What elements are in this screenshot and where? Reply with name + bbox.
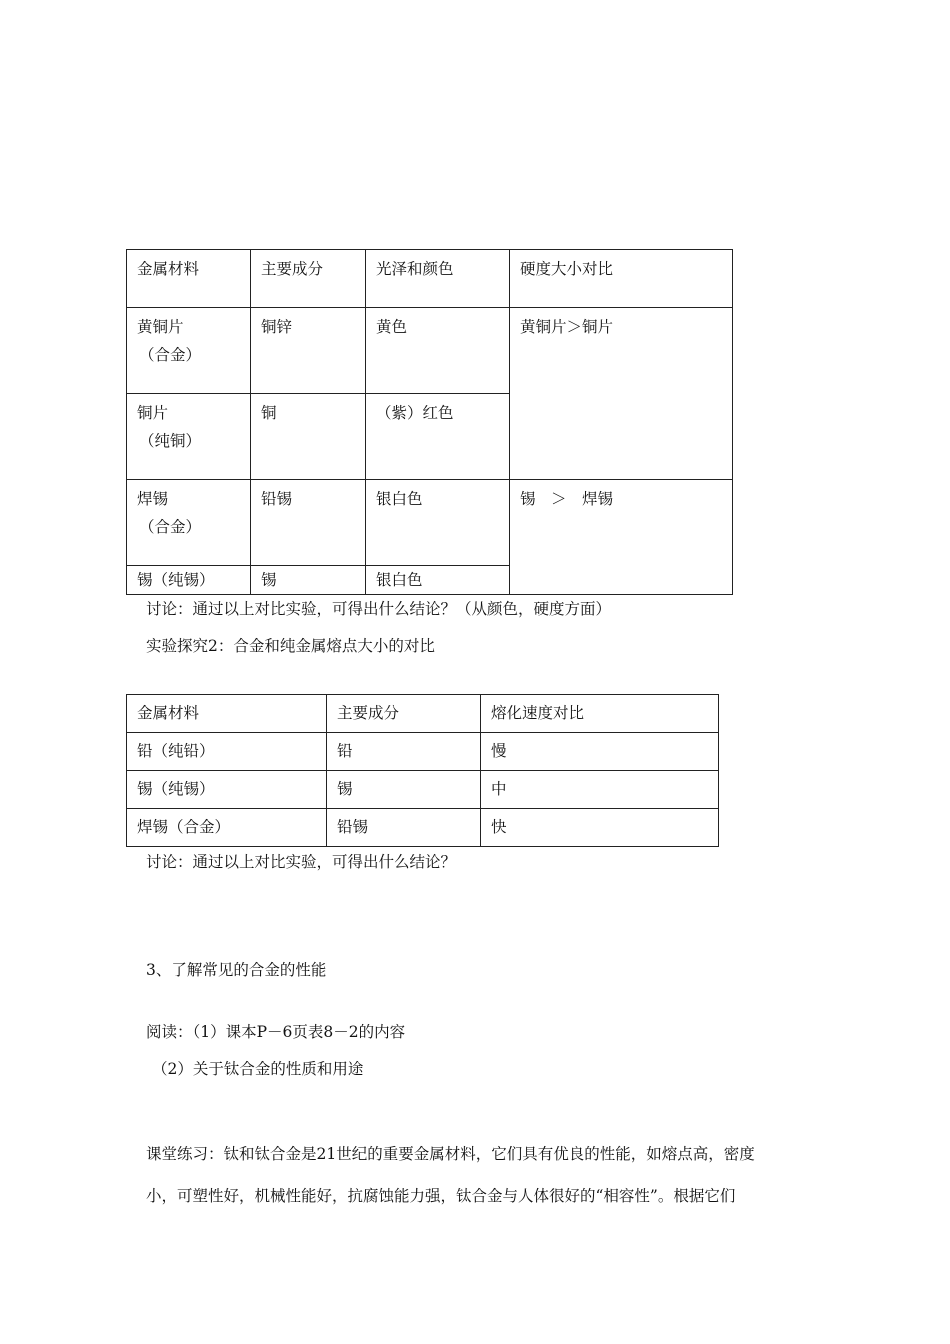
header-component: 主要成分 xyxy=(251,250,366,308)
header-melting-speed: 熔化速度对比 xyxy=(481,695,719,733)
cell-material: 锡（纯锡） xyxy=(127,771,327,809)
cell-melting-speed: 中 xyxy=(481,771,719,809)
cell-component: 铜 xyxy=(251,394,366,480)
header-component: 主要成分 xyxy=(327,695,481,733)
table-row xyxy=(127,771,719,809)
discussion-question-1: 讨论：通过以上对比实验，可得出什么结论？（从颜色，硬度方面） xyxy=(146,600,612,618)
cell-component: 铅锡 xyxy=(251,480,366,566)
cell-component: 锡 xyxy=(251,566,366,595)
cell-material: 锡（纯锡） xyxy=(127,566,251,595)
material-name: 黄铜片 xyxy=(137,318,184,336)
material-note: （纯铜） xyxy=(139,432,202,450)
discussion-question-2: 讨论：通过以上对比实验，可得出什么结论？ xyxy=(146,853,457,871)
cell-color: 银白色 xyxy=(366,480,510,566)
header-material: 金属材料 xyxy=(127,250,251,308)
reading-item-2: （2）关于钛合金的性质和用途 xyxy=(152,1060,364,1078)
cell-color: 黄色 xyxy=(366,308,510,394)
header-material: 金属材料 xyxy=(127,695,327,733)
cell-color: （紫）红色 xyxy=(366,394,510,480)
material-note: （合金） xyxy=(139,518,202,536)
material-name: 焊锡 xyxy=(137,490,169,508)
cell-melting-speed: 慢 xyxy=(481,733,719,771)
exercise-paragraph-line-2: 小，可塑性好，机械性能好，抗腐蚀能力强，钛合金与人体很好的“相容性”。根据它们 xyxy=(146,1187,736,1205)
cell-hardness: 锡 ＞ 焊锡 xyxy=(510,480,733,595)
section-3-heading: 3、了解常见的合金的性能 xyxy=(146,961,327,979)
cell-color: 银白色 xyxy=(366,566,510,595)
cell-hardness: 黄铜片＞铜片 xyxy=(510,308,733,480)
cell-component: 铜锌 xyxy=(251,308,366,394)
material-note: （合金） xyxy=(139,346,202,364)
exercise-paragraph-line-1: 课堂练习：钛和钛合金是21世纪的重要金属材料，它们具有优良的性能，如熔点高，密度 xyxy=(146,1145,755,1163)
table-row xyxy=(127,809,719,847)
cell-component: 锡 xyxy=(327,771,481,809)
experiment-2-title: 实验探究2：合金和纯金属熔点大小的对比 xyxy=(146,637,435,655)
comparison-table-hardness xyxy=(126,249,733,595)
header-hardness: 硬度大小对比 xyxy=(510,250,733,308)
cell-material xyxy=(127,480,251,566)
cell-component: 铅锡 xyxy=(327,809,481,847)
reading-item-1: 阅读：（1）课本P－6页表8－2的内容 xyxy=(146,1023,406,1041)
cell-melting-speed: 快 xyxy=(481,809,719,847)
cell-material xyxy=(127,308,251,394)
header-color: 光泽和颜色 xyxy=(366,250,510,308)
cell-material: 焊锡（合金） xyxy=(127,809,327,847)
table-row xyxy=(127,733,719,771)
comparison-table-melting xyxy=(126,694,719,847)
material-name: 铜片 xyxy=(137,404,169,422)
cell-component: 铅 xyxy=(327,733,481,771)
cell-material xyxy=(127,394,251,480)
cell-material: 铅（纯铅） xyxy=(127,733,327,771)
